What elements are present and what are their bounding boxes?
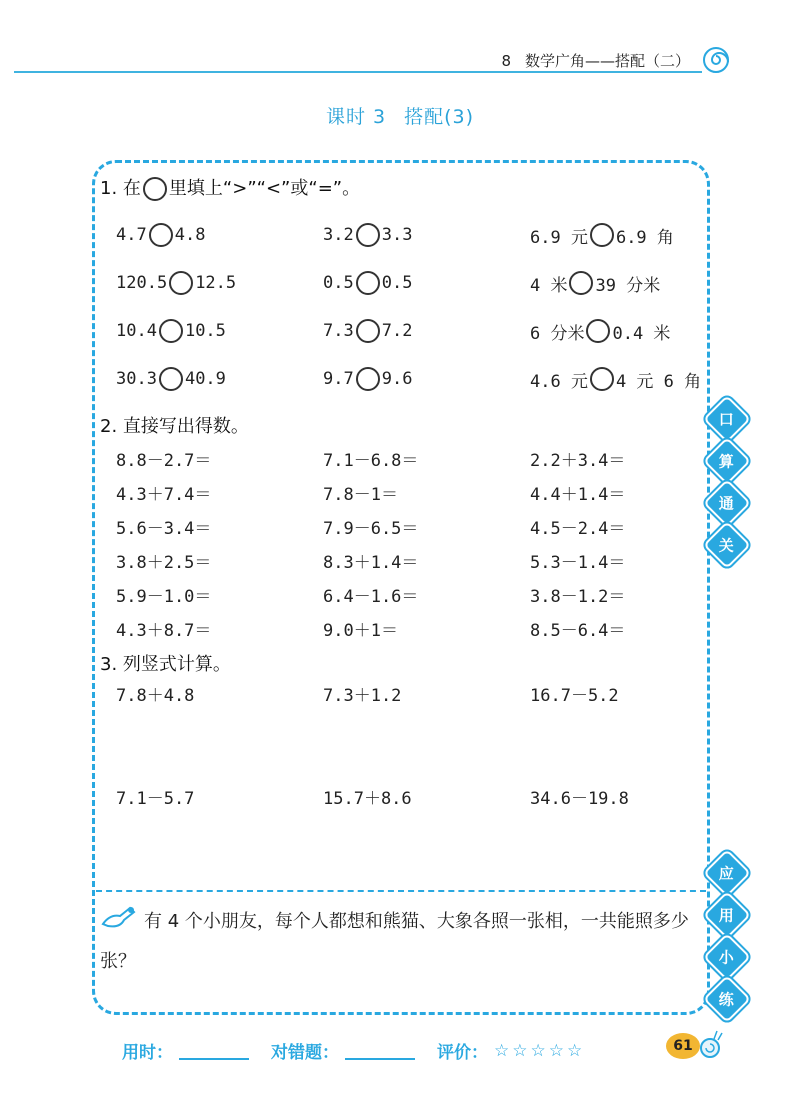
application-problem bbox=[100, 902, 705, 982]
compare-circle[interactable] bbox=[590, 367, 614, 391]
lesson-label: 课时 3 bbox=[325, 106, 387, 128]
side-tab-char: 练 bbox=[703, 975, 751, 1023]
compare-right: 10.5 bbox=[184, 321, 226, 341]
compare-right: 0.4 米 bbox=[612, 323, 671, 344]
compare-circle[interactable] bbox=[159, 367, 183, 391]
compare-right: 4 元 6 角 bbox=[615, 371, 702, 392]
vertical-calc-item: 7.1－5.7 bbox=[116, 788, 195, 809]
calc-item: 4.3＋7.4＝ bbox=[116, 484, 212, 505]
calc-item: 8.3＋1.4＝ bbox=[323, 552, 419, 573]
lesson-title bbox=[0, 102, 800, 129]
vertical-calc-row bbox=[0, 678, 800, 708]
side-tab-oral bbox=[710, 398, 744, 570]
compare-left: 4 米 bbox=[530, 275, 568, 296]
compare-left: 9.7 bbox=[323, 369, 354, 389]
compare-left: 30.3 bbox=[116, 369, 157, 389]
time-label: 用时： bbox=[122, 1043, 173, 1063]
calc-item: 5.6－3.4＝ bbox=[116, 518, 212, 539]
compare-right: 3.3 bbox=[381, 225, 413, 245]
compare-circle[interactable] bbox=[590, 223, 614, 247]
compare-right: 12.5 bbox=[195, 273, 237, 293]
vertical-calc-item: 15.7＋8.6 bbox=[323, 788, 412, 809]
calc-item: 4.4＋1.4＝ bbox=[530, 484, 626, 505]
compare-circle[interactable] bbox=[356, 271, 380, 295]
calc-row bbox=[0, 579, 800, 609]
section1-prefix: 1. 在 bbox=[100, 178, 141, 199]
compare-item bbox=[116, 268, 236, 298]
compare-item bbox=[116, 364, 226, 394]
section2-title: 2. 直接写出得数。 bbox=[100, 416, 249, 437]
calc-item: 8.5－6.4＝ bbox=[530, 620, 626, 641]
rating-stars[interactable]: ☆☆☆☆☆ bbox=[494, 1040, 586, 1061]
calc-item: 7.9－6.5＝ bbox=[323, 518, 419, 539]
compare-item bbox=[530, 316, 670, 346]
application-text: 有 4 个小朋友，每个人都想和熊猫、大象各照一张相，一共能照多少张？ bbox=[100, 911, 689, 972]
vertical-calc-item: 7.8＋4.8 bbox=[116, 685, 195, 706]
compare-circle[interactable] bbox=[356, 223, 380, 247]
compare-circle[interactable] bbox=[356, 319, 380, 343]
compare-circle[interactable] bbox=[569, 271, 593, 295]
calc-item: 7.8－1＝ bbox=[323, 484, 398, 505]
compare-item bbox=[116, 220, 205, 250]
compare-left: 6.9 元 bbox=[530, 227, 588, 248]
calc-row bbox=[0, 443, 800, 473]
compare-item bbox=[323, 364, 412, 394]
compare-row bbox=[0, 364, 800, 394]
side-tab-char: 算 bbox=[703, 437, 751, 485]
calc-item: 4.5－2.4＝ bbox=[530, 518, 626, 539]
side-tab-char: 用 bbox=[703, 891, 751, 939]
vertical-calc-item: 16.7－5.2 bbox=[530, 685, 619, 706]
compare-circle[interactable] bbox=[169, 271, 193, 295]
calc-item: 3.8－1.2＝ bbox=[530, 586, 626, 607]
compare-row bbox=[0, 268, 800, 298]
header-rule bbox=[14, 71, 702, 73]
side-tab-char: 应 bbox=[703, 849, 751, 897]
side-tab-char: 通 bbox=[703, 479, 751, 527]
compare-left: 6 分米 bbox=[530, 323, 585, 344]
calc-item: 6.4－1.6＝ bbox=[323, 586, 419, 607]
calc-item: 8.8－2.7＝ bbox=[116, 450, 212, 471]
side-tab-char: 口 bbox=[703, 395, 751, 443]
calc-item: 2.2＋3.4＝ bbox=[530, 450, 626, 471]
spiral-icon bbox=[702, 46, 730, 74]
lesson-name: 搭配(3) bbox=[404, 106, 475, 128]
compare-row bbox=[0, 220, 800, 250]
vertical-calc-row bbox=[0, 781, 800, 811]
compare-left: 3.2 bbox=[323, 225, 354, 245]
compare-circle[interactable] bbox=[356, 367, 380, 391]
footer bbox=[122, 1038, 585, 1063]
calc-item: 7.1－6.8＝ bbox=[323, 450, 419, 471]
section1-title bbox=[100, 174, 360, 201]
compare-item bbox=[530, 364, 701, 394]
chapter-header bbox=[501, 50, 690, 71]
compare-item bbox=[323, 220, 412, 250]
calc-item: 3.8＋2.5＝ bbox=[116, 552, 212, 573]
compare-row bbox=[0, 316, 800, 346]
time-blank[interactable] bbox=[179, 1042, 249, 1060]
compare-right: 6.9 角 bbox=[615, 227, 674, 248]
vertical-calc-item: 34.6－19.8 bbox=[530, 788, 629, 809]
compare-left: 4.7 bbox=[116, 225, 147, 245]
compare-left: 7.3 bbox=[323, 321, 354, 341]
compare-circle[interactable] bbox=[586, 319, 610, 343]
rating-label: 评价： bbox=[437, 1043, 488, 1063]
chapter-number: 8 bbox=[501, 52, 511, 70]
calc-row bbox=[0, 511, 800, 541]
page-number: 61 bbox=[666, 1033, 700, 1059]
compare-right: 4.8 bbox=[174, 225, 206, 245]
circle-blank bbox=[143, 177, 167, 201]
snail-icon bbox=[690, 1028, 724, 1060]
compare-item bbox=[530, 268, 660, 298]
section1-suffix: 里填上“>”“<”或“=”。 bbox=[168, 178, 361, 199]
calc-row bbox=[0, 477, 800, 507]
vertical-calc-item: 7.3＋1.2 bbox=[323, 685, 402, 706]
compare-right: 40.9 bbox=[184, 369, 226, 389]
side-tab-app bbox=[710, 852, 744, 1024]
errors-blank[interactable] bbox=[345, 1042, 415, 1060]
calc-item: 9.0＋1＝ bbox=[323, 620, 398, 641]
compare-left: 120.5 bbox=[116, 273, 168, 293]
side-tab-char: 小 bbox=[703, 933, 751, 981]
compare-circle[interactable] bbox=[159, 319, 183, 343]
compare-right: 9.6 bbox=[381, 369, 413, 389]
compare-item bbox=[323, 316, 412, 346]
compare-item bbox=[323, 268, 412, 298]
errors-label: 对错题： bbox=[271, 1043, 339, 1063]
section3-title: 3. 列竖式计算。 bbox=[100, 654, 231, 675]
compare-right: 7.2 bbox=[381, 321, 413, 341]
calc-row bbox=[0, 613, 800, 643]
calc-item: 5.3－1.4＝ bbox=[530, 552, 626, 573]
compare-item bbox=[116, 316, 226, 346]
calc-item: 4.3＋8.7＝ bbox=[116, 620, 212, 641]
compare-right: 39 分米 bbox=[595, 275, 661, 296]
calc-row bbox=[0, 545, 800, 575]
compare-left: 4.6 元 bbox=[530, 371, 588, 392]
compare-item bbox=[530, 220, 674, 250]
compare-left: 10.4 bbox=[116, 321, 157, 341]
chapter-title: 数学广角——搭配（二） bbox=[524, 52, 690, 70]
frame-divider bbox=[96, 890, 706, 892]
compare-right: 0.5 bbox=[381, 273, 413, 293]
calc-item: 5.9－1.0＝ bbox=[116, 586, 212, 607]
compare-left: 0.5 bbox=[323, 273, 354, 293]
side-tab-char: 关 bbox=[703, 521, 751, 569]
compare-circle[interactable] bbox=[149, 223, 173, 247]
